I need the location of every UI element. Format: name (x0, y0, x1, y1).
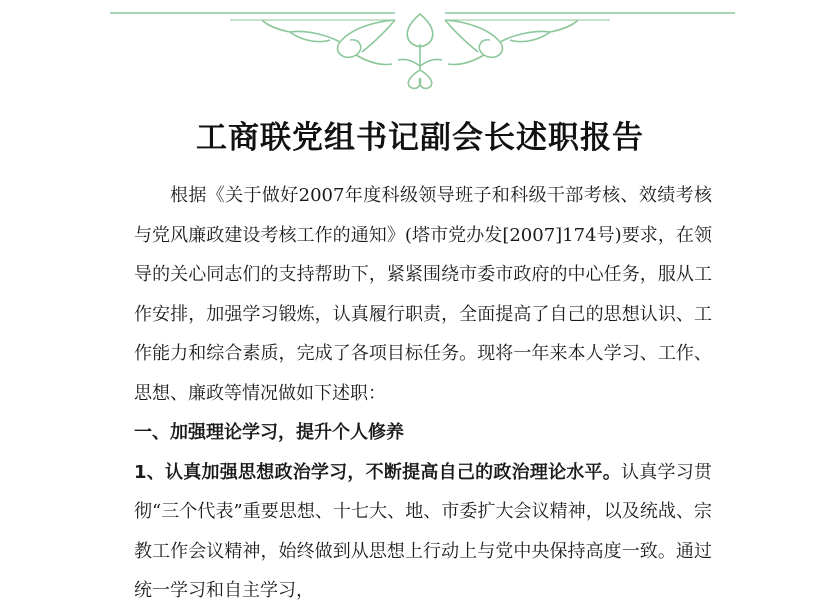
header-ornament (0, 0, 840, 95)
document-title: 工商联党组书记副会长述职报告 (196, 120, 644, 156)
intro-paragraph: 根据《关于做好2007年度科级领导班子和科级干部考核、效绩考核与党风廉政建设考核工作的通知》(塔市党办发[2007]174号)要求，在领导的关心同志们的支持帮助下，紧紧围绕市委市政府的中心任务，服从工作安排，加强学习锻炼，认真履行职责，全面提高了自己的思想认识、工作能力和综合素质，完成了各项目标任务。现将一年来本人学习、工作、思想、廉政等情况做如下述职： (134, 185, 712, 404)
item-paragraph (134, 453, 712, 611)
item-heading: 1、认真加强思想政治学习，不断提高自己的政治理论水平。 (134, 461, 622, 483)
item-text: 认真学习贯彻“三个代表”重要思想、十七大、地、市委扩大会议精神，以及统战、宗教工作会议精神，始终做到从思想上行动上与党中央保持高度一致。通过统一学习和自主学习， (134, 461, 712, 601)
section-heading: 一、加强理论学习，提升个人修养 (134, 422, 404, 443)
document-body (134, 176, 712, 611)
